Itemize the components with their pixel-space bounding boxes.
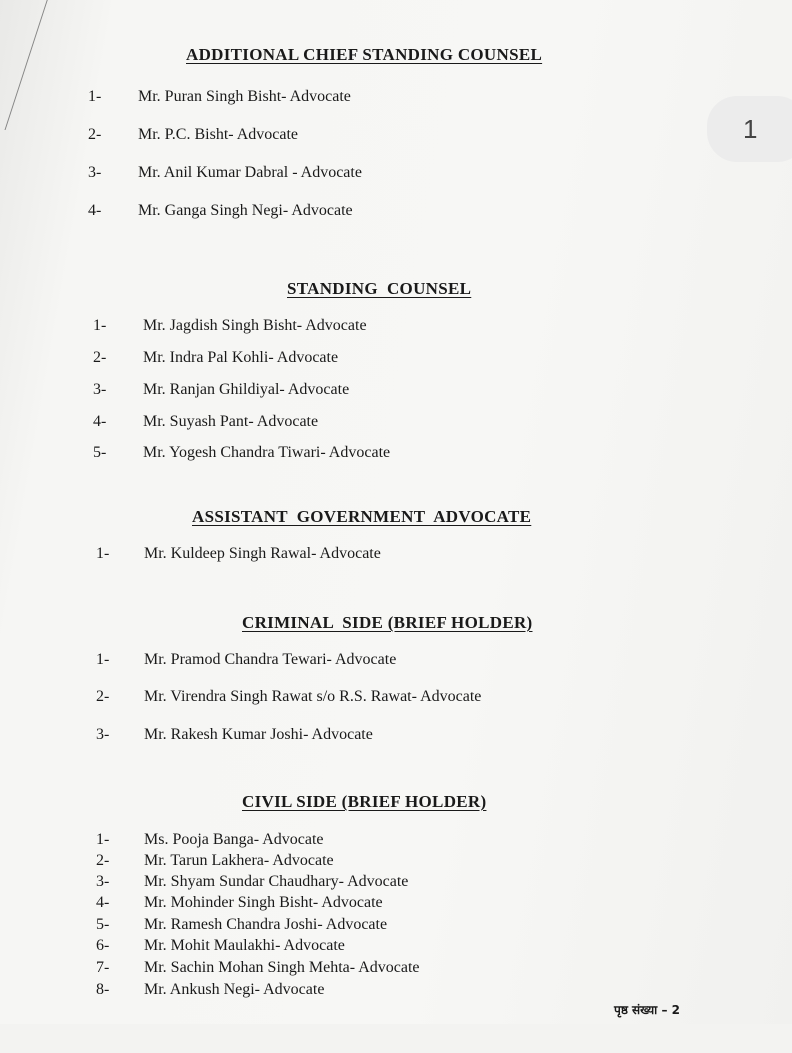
item-name: Mr. Sachin Mohan Singh Mehta- Advocate (144, 959, 420, 976)
item-name: Ms. Pooja Banga- Advocate (144, 831, 324, 848)
item-number: 3- (96, 873, 110, 890)
item-name: Mr. Virendra Singh Rawat s/o R.S. Rawat- Advocate (144, 688, 482, 705)
page-number-badge[interactable] (707, 96, 792, 162)
item-name: Mr. Rakesh Kumar Joshi- Advocate (144, 726, 373, 743)
item-number: 5- (93, 444, 107, 461)
item-number: 1- (96, 545, 110, 562)
list-item (96, 726, 373, 798)
item-name: Mr. Ramesh Chandra Joshi- Advocate (144, 916, 388, 933)
item-number: 6- (96, 937, 110, 954)
item-name: Mr. Indra Pal Kohli- Advocate (143, 349, 339, 366)
item-name: Mr. Shyam Sundar Chaudhary- Advocate (144, 873, 409, 890)
item-name: Mr. Kuldeep Singh Rawal- Advocate (144, 545, 381, 562)
section-heading: STANDING COUNSEL (287, 279, 472, 298)
item-number: 1- (88, 88, 102, 105)
item-name: Mr. Puran Singh Bisht- Advocate (138, 88, 351, 105)
item-name: Mr. Anil Kumar Dabral - Advocate (138, 164, 362, 181)
item-number: 3- (96, 726, 110, 743)
item-number: 3- (88, 164, 102, 181)
item-name: Mr. Ganga Singh Negi- Advocate (138, 202, 353, 219)
page-footer-number: पृष्ठ संख्या – 2 (614, 1003, 680, 1017)
paper-fold-line (0, 0, 51, 130)
page-number-text: 1 (743, 114, 758, 144)
item-name: Mr. Pramod Chandra Tewari- Advocate (144, 651, 397, 668)
list-item (88, 202, 353, 274)
item-name: Mr. Ranjan Ghildiyal- Advocate (143, 381, 350, 398)
item-number: 2- (96, 688, 110, 705)
item-number: 1- (93, 317, 107, 334)
item-name: Mr. Yogesh Chandra Tiwari- Advocate (143, 444, 391, 461)
item-name: Mr. P.C. Bisht- Advocate (138, 126, 299, 143)
item-name: Mr. Suyash Pant- Advocate (143, 413, 319, 430)
list-item (96, 981, 325, 1053)
item-number: 4- (96, 894, 110, 911)
section-heading: ASSISTANT GOVERNMENT ADVOCATE (192, 507, 532, 526)
list-item (96, 545, 381, 617)
item-number: 5- (96, 916, 110, 933)
item-number: 1- (96, 831, 110, 848)
item-name: Mr. Ankush Negi- Advocate (144, 981, 325, 998)
item-number: 1- (96, 651, 110, 668)
item-number: 2- (96, 852, 110, 869)
item-name: Mr. Mohinder Singh Bisht- Advocate (144, 894, 383, 911)
item-number: 4- (93, 413, 107, 430)
item-number: 7- (96, 959, 110, 976)
section-heading: CRIMINAL SIDE (BRIEF HOLDER) (242, 613, 533, 632)
item-number: 3- (93, 381, 107, 398)
item-number: 8- (96, 981, 110, 998)
item-number: 4- (88, 202, 102, 219)
list-item (93, 444, 391, 516)
item-number: 2- (88, 126, 102, 143)
item-name: Mr. Mohit Maulakhi- Advocate (144, 937, 345, 954)
item-name: Mr. Jagdish Singh Bisht- Advocate (143, 317, 367, 334)
section-heading: ADDITIONAL CHIEF STANDING COUNSEL (186, 45, 543, 64)
section-heading: CIVIL SIDE (BRIEF HOLDER) (242, 792, 487, 811)
item-name: Mr. Tarun Lakhera- Advocate (144, 852, 334, 869)
item-number: 2- (93, 349, 107, 366)
